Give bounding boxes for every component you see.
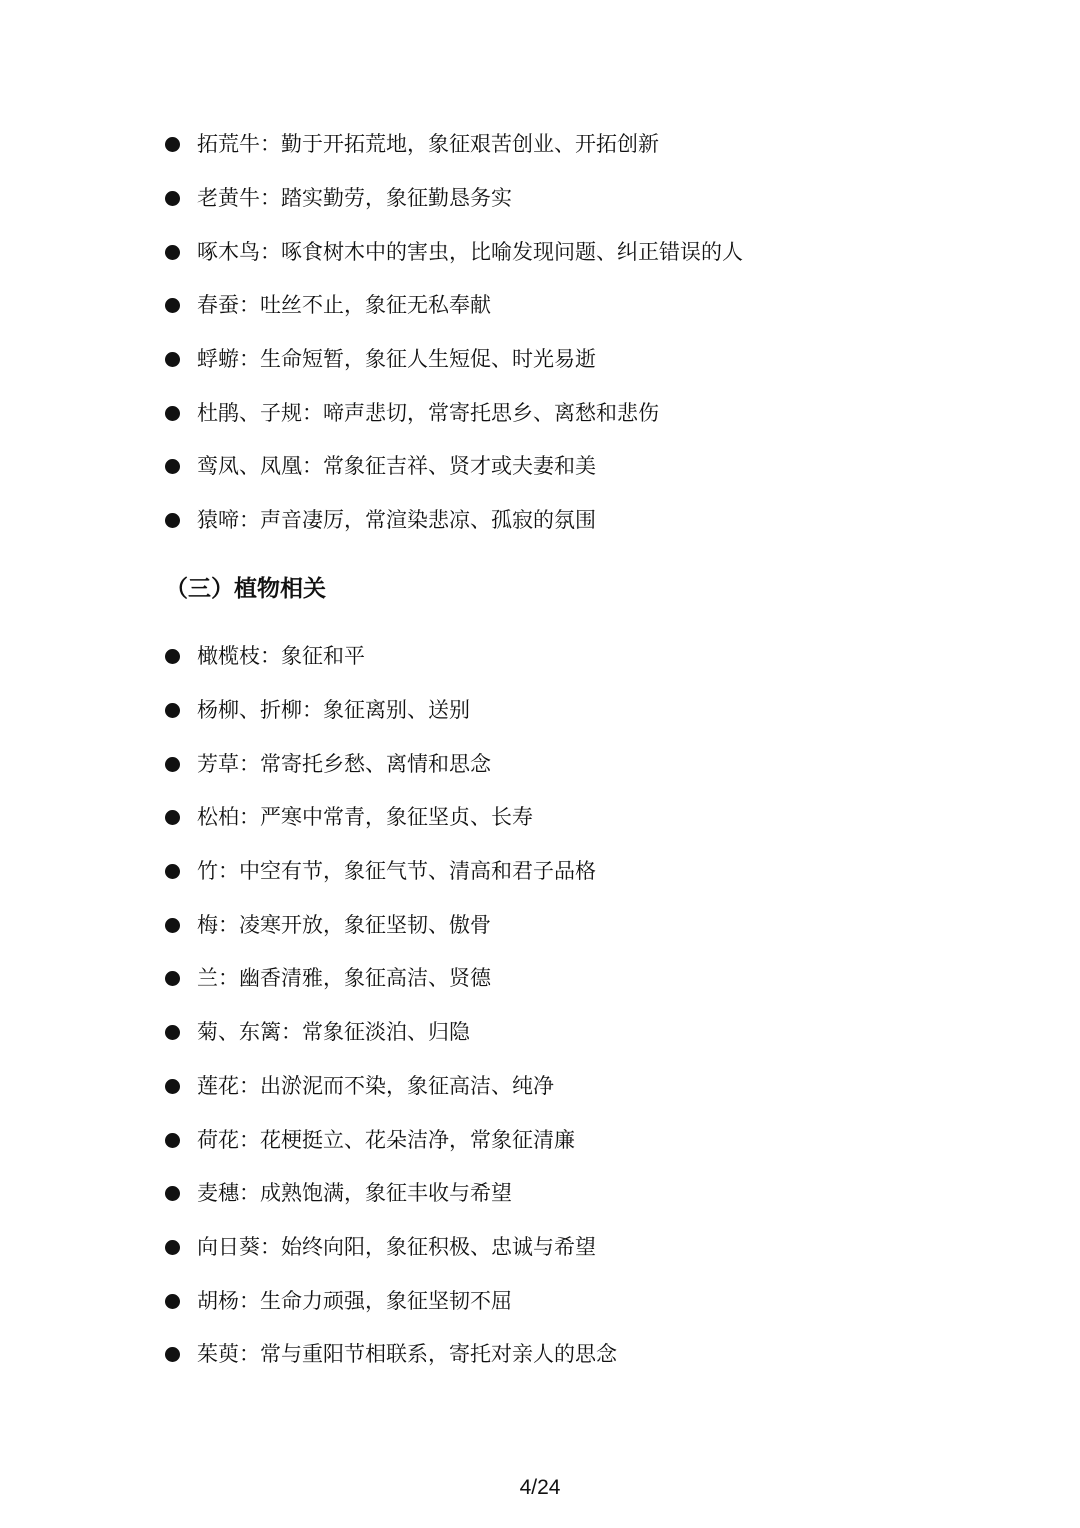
bullet-icon <box>165 810 180 825</box>
list-item <box>165 386 1025 440</box>
list-item-text: 茱萸：常与重阳节相联系，寄托对亲人的思念 <box>197 1342 617 1367</box>
list-item-text: 杨柳、折柳：象征离别、送别 <box>197 698 470 723</box>
list-item <box>165 225 1025 279</box>
list-item-text: 蜉蝣：生命短暂，象征人生短促、时光易逝 <box>197 347 596 372</box>
list-item-text: 猿啼：声音凄厉，常渲染悲凉、孤寂的氛围 <box>197 508 596 533</box>
bullet-icon <box>165 757 180 772</box>
page-number: 4/24 <box>519 1476 561 1499</box>
list-item <box>165 172 1025 226</box>
list-item-text: 鸾凤、凤凰：常象征吉祥、贤才或夫妻和美 <box>197 454 596 479</box>
section-heading: （三）植物相关 <box>165 576 326 602</box>
bullet-icon <box>165 406 180 421</box>
list-item-text: 胡杨：生命力顽强，象征坚韧不屈 <box>197 1288 512 1313</box>
list-item <box>165 1060 1025 1114</box>
list-item-text: 芳草：常寄托乡愁、离情和思念 <box>197 751 491 776</box>
list-item <box>165 791 1025 845</box>
list-item <box>165 279 1025 333</box>
list-item-text: 麦穗：成熟饱满，象征丰收与希望 <box>197 1181 512 1206</box>
bullet-icon <box>165 1347 180 1362</box>
list-item <box>165 952 1025 1006</box>
list-item-text: 向日葵：始终向阳，象征积极、忠诚与希望 <box>197 1234 596 1259</box>
list-item-text: 啄木鸟：啄食树木中的害虫，比喻发现问题、纠正错误的人 <box>197 239 743 264</box>
list-item-text: 老黄牛：踏实勤劳，象征勤恳务实 <box>197 186 512 211</box>
bullet-icon <box>165 1240 180 1255</box>
list-item-text: 荷花：花梗挺立、花朵洁净，常象征清廉 <box>197 1127 575 1152</box>
list-item-text: 梅：凌寒开放，象征坚韧、傲骨 <box>197 912 491 937</box>
bullet-icon <box>165 298 180 313</box>
list-item-text: 杜鹃、子规：啼声悲切，常寄托思乡、离愁和悲伤 <box>197 400 659 425</box>
animal-symbols-list <box>165 118 1025 548</box>
list-item-text: 莲花：出淤泥而不染，象征高洁、纯净 <box>197 1073 554 1098</box>
list-item <box>165 737 1025 791</box>
bullet-icon <box>165 1133 180 1148</box>
list-item-text: 松柏：严寒中常青，象征坚贞、长寿 <box>197 805 533 830</box>
list-item <box>165 1167 1025 1221</box>
list-item <box>165 630 1025 684</box>
bullet-icon <box>165 1294 180 1309</box>
list-item <box>165 684 1025 738</box>
bullet-icon <box>165 1186 180 1201</box>
list-item <box>165 333 1025 387</box>
list-item <box>165 1221 1025 1275</box>
bullet-icon <box>165 191 180 206</box>
bullet-icon <box>165 1079 180 1094</box>
bullet-icon <box>165 1025 180 1040</box>
list-item-text: 橄榄枝：象征和平 <box>197 644 365 669</box>
list-item <box>165 118 1025 172</box>
bullet-icon <box>165 245 180 260</box>
bullet-icon <box>165 513 180 528</box>
list-item <box>165 1113 1025 1167</box>
plant-symbols-list <box>165 630 1025 1382</box>
bullet-icon <box>165 971 180 986</box>
bullet-icon <box>165 137 180 152</box>
list-item <box>165 494 1025 548</box>
list-item <box>165 1274 1025 1328</box>
list-item <box>165 440 1025 494</box>
list-item <box>165 1328 1025 1382</box>
list-item-text: 竹：中空有节，象征气节、清高和君子品格 <box>197 859 596 884</box>
list-item-text: 拓荒牛：勤于开拓荒地，象征艰苦创业、开拓创新 <box>197 132 659 157</box>
list-item <box>165 845 1025 899</box>
bullet-icon <box>165 864 180 879</box>
list-item <box>165 1006 1025 1060</box>
list-item-text: 春蚕：吐丝不止，象征无私奉献 <box>197 293 491 318</box>
list-item <box>165 898 1025 952</box>
bullet-icon <box>165 918 180 933</box>
list-item-text: 兰：幽香清雅，象征高洁、贤德 <box>197 966 491 991</box>
bullet-icon <box>165 703 180 718</box>
bullet-icon <box>165 352 180 367</box>
list-item-text: 菊、东篱：常象征淡泊、归隐 <box>197 1020 470 1045</box>
bullet-icon <box>165 649 180 664</box>
bullet-icon <box>165 459 180 474</box>
